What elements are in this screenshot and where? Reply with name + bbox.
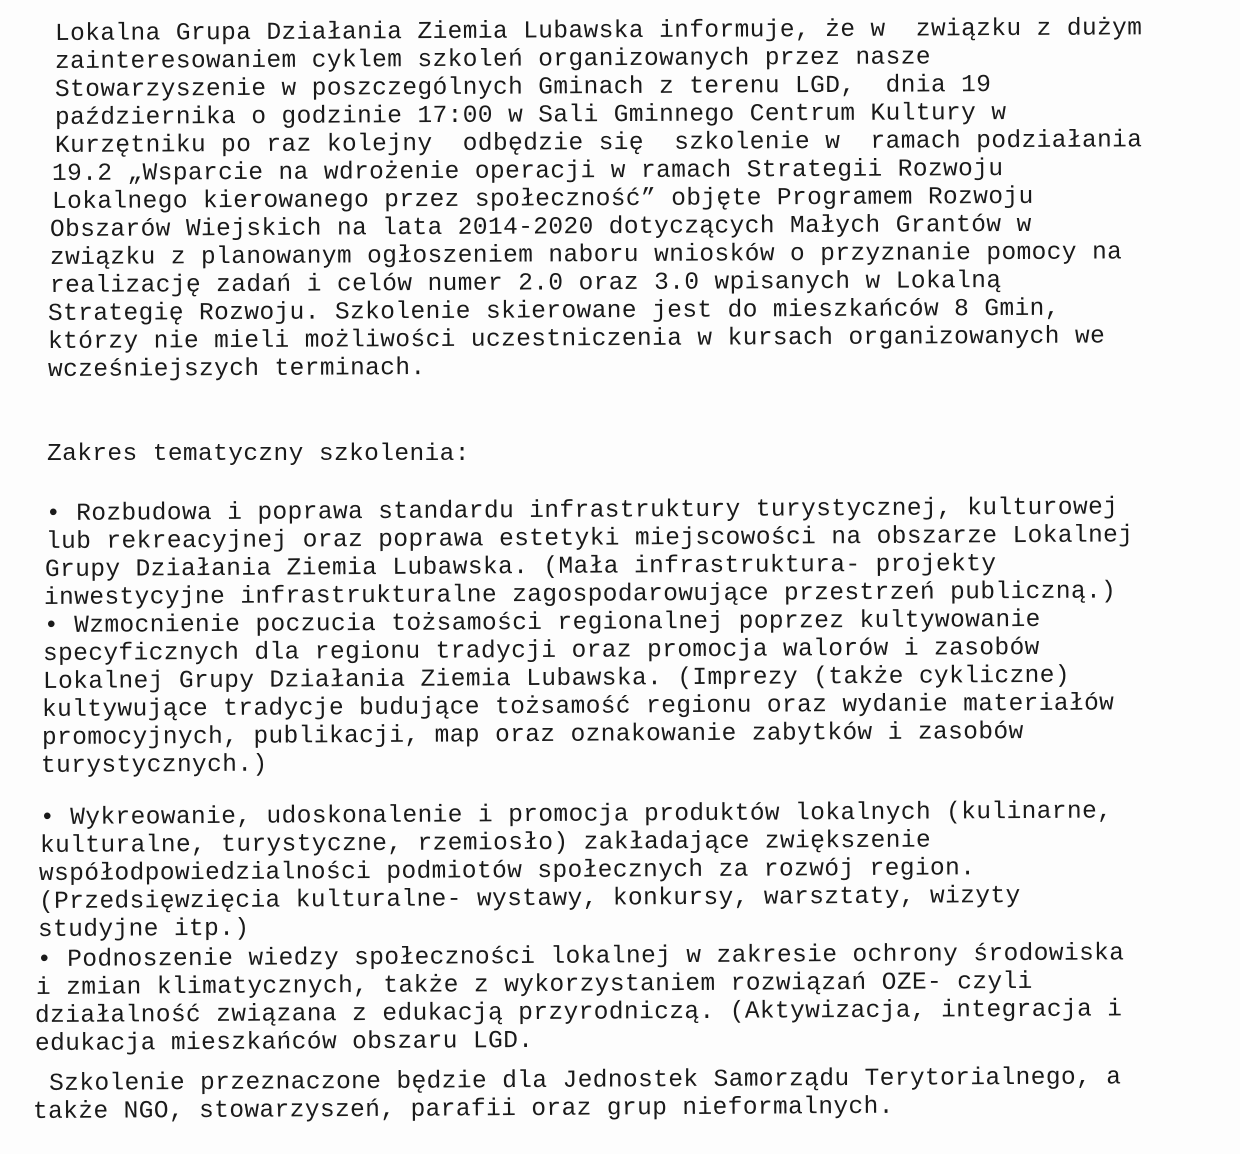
topic-line: działalność związana z edukacją przyrodniczą. (Aktywizacja, integracja i xyxy=(34,996,1123,1030)
topic-line: kulturalne, turystyczne, rzemiosło) zakładające zwiększenie xyxy=(39,827,932,860)
intro-line: realizację zadań i celów numer 2.0 oraz 3.0 wpisanych w Lokalną xyxy=(49,268,1002,300)
intro-line: związku z planowanym ogłoszeniem naboru wniosków o przyznanie pomocy na xyxy=(49,239,1123,272)
topic-line: promocyjnych, publikacji, map oraz oznakowanie zabytków i zasobów xyxy=(41,719,1024,752)
topic-line: lub rekreacyjnej oraz poprawa estetyki miejscowości na obszarze Lokalnej xyxy=(45,522,1134,556)
intro-line: Strategię Rozwoju. Szkolenie skierowane jest do mieszkańców 8 Gmin, xyxy=(47,295,1060,328)
intro-line: zainteresowaniem cyklem szkoleń organizowanych przez nasze xyxy=(54,44,932,76)
topic-line: • Rozbudowa i poprawa standardu infrastruktury turystycznej, kulturowej xyxy=(45,494,1119,528)
topic-line: turystycznych.) xyxy=(40,751,268,780)
intro-line: Lokalna Grupa Działania Ziemia Lubawska informuje, że w związku z dużym xyxy=(54,15,1143,48)
intro-line: Lokalnego kierowanego przez społeczność” objęte Programem Rozwoju xyxy=(51,183,1034,216)
topic-line: studyjne itp.) xyxy=(37,915,250,944)
closing-line: Szkolenie przeznaczone będzie dla Jednostek Samorządu Terytorialnego, a xyxy=(33,1064,1122,1098)
topic-line: inwestycyjne infrastrukturalne zagospodarowujące przestrzeń publiczną.) xyxy=(43,578,1117,612)
intro-line: którzy nie mieli możliwości uczestniczenia w kursach organizowanych we xyxy=(47,323,1106,356)
scope-heading: Zakres tematyczny szkolenia: xyxy=(47,441,470,468)
closing-line: także NGO, stowarzyszeń, parafii oraz grup nieformalnych. xyxy=(32,1093,894,1126)
topic-line: Grupy Działania Ziemia Lubawska. (Mała infrastruktura- projekty xyxy=(44,551,997,584)
topic-line: współodpowiedzialności podmiotów społecznych za rozwój region. xyxy=(38,855,976,888)
intro-line: października o godzinie 17:00 w Sali Gminnego Centrum Kultury w xyxy=(54,100,1007,132)
topic-line: • Wzmocnienie poczucia tożsamości regionalnej poprzez kultywowanie xyxy=(43,606,1041,640)
topic-line: edukacja mieszkańców obszaru LGD. xyxy=(34,1027,534,1058)
topic-line: • Wykreowanie, udoskonalenie i promocja produktów lokalnych (kulinarne, xyxy=(39,798,1113,832)
intro-line: Kurzętniku po raz kolejny odbędzie się szkolenie w ramach podziałania xyxy=(54,127,1143,160)
topic-line: i zmian klimatycznych, także z wykorzystaniem rozwiązań OZE- czyli xyxy=(35,968,1033,1002)
topic-line: (Przedsięwzięcia kulturalne- wystawy, konkursy, warsztaty, wizyty xyxy=(38,883,1021,916)
intro-line: 19.2 „Wsparcie na wdrożenie operacji w ramach Strategii Rozwoju xyxy=(51,156,1004,188)
topic-line: kultywujące tradycje budujące tożsamość regionu oraz wydanie materiałów xyxy=(41,690,1115,724)
topic-line: Lokalnej Grupy Działania Ziemia Lubawska. (Imprezy (także cykliczne) xyxy=(42,662,1071,696)
intro-line: Stowarzyszenie w poszczególnych Gminach z terenu LGD, dnia 19 xyxy=(54,72,992,104)
intro-line: Obszarów Wiejskich na lata 2014-2020 dotyczących Małych Grantów w xyxy=(49,211,1032,244)
intro-line: wcześniejszych terminach. xyxy=(47,355,426,384)
topic-line: • Podnoszenie wiedzy społeczności lokalnej w zakresie ochrony środowiska xyxy=(36,940,1125,974)
topic-line: specyficznych dla regionu tradycji oraz promocja walorów i zasobów xyxy=(42,634,1040,668)
